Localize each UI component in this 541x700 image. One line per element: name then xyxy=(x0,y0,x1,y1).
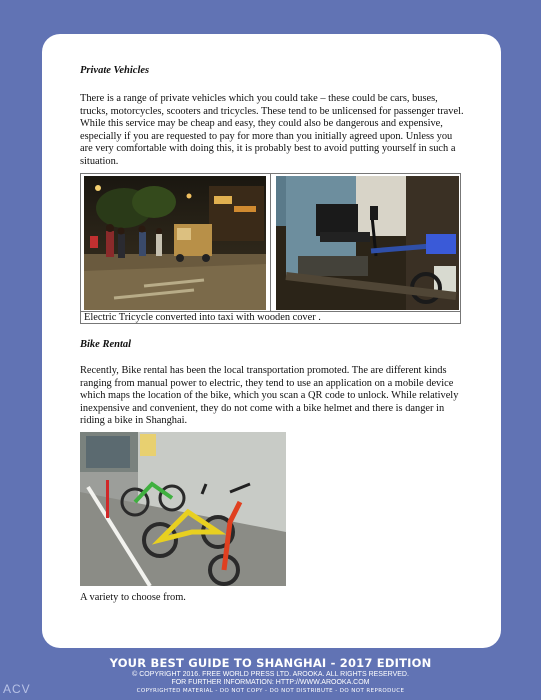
section-heading-bike-rental: Bike Rental xyxy=(80,339,132,350)
photo-table xyxy=(80,173,461,324)
footer-title: YOUR BEST GUIDE TO SHANGHAI - 2017 EDITION xyxy=(109,656,432,670)
footer-url: FOR FURTHER INFORMATION: HTTP://WWW.AROOKA.COM xyxy=(171,679,370,686)
paragraph-private-vehicles: There is a range of private vehicles which you could take – these could be cars, buses, trucks, motorcycles, scooters and tricycles. These tend to be unlicensed for passenger travel. While this service may be cheap and easy, they could also be dangerous and expensive, especially if you are requested to pay for more than you initially agreed upon. Unless you are very comfortable with doing this, it is probably best to avoid putting yourself in such a situation. xyxy=(80,93,464,167)
bike-rental-photo xyxy=(80,432,286,586)
footer-copyright: © COPYRIGHT 2016. FREE WORLD PRESS LTD. AROOKA. ALL RIGHTS RESERVED. xyxy=(132,671,409,678)
tricycle-taxi-photo xyxy=(276,176,459,310)
footer-notice: COPYRIGHTED MATERIAL - DO NOT COPY - DO NOT DISTRIBUTE - DO NOT REPRODUCE xyxy=(136,688,405,694)
watermark: ACV xyxy=(3,682,31,696)
section-heading-private-vehicles: Private Vehicles xyxy=(80,65,150,76)
street-tricycle-photo xyxy=(84,176,266,310)
photo-caption: Electric Tricycle converted into taxi with wooden cover . xyxy=(81,311,460,323)
bike-photo-caption: A variety to choose from. xyxy=(80,592,186,603)
photo-divider xyxy=(270,174,271,311)
document-page xyxy=(42,34,501,648)
paragraph-bike-rental: Recently, Bike rental has been the local transportation promoted. The are different kinds ranging from manual power to electric, they tend to use an application on a mobile device which maps the location of the bike, which you scan a QR code to unlock. While relatively inexpensive and convenient, they do not come with a bike helmet and there is danger in riding a bike in Shanghai. xyxy=(80,365,459,427)
